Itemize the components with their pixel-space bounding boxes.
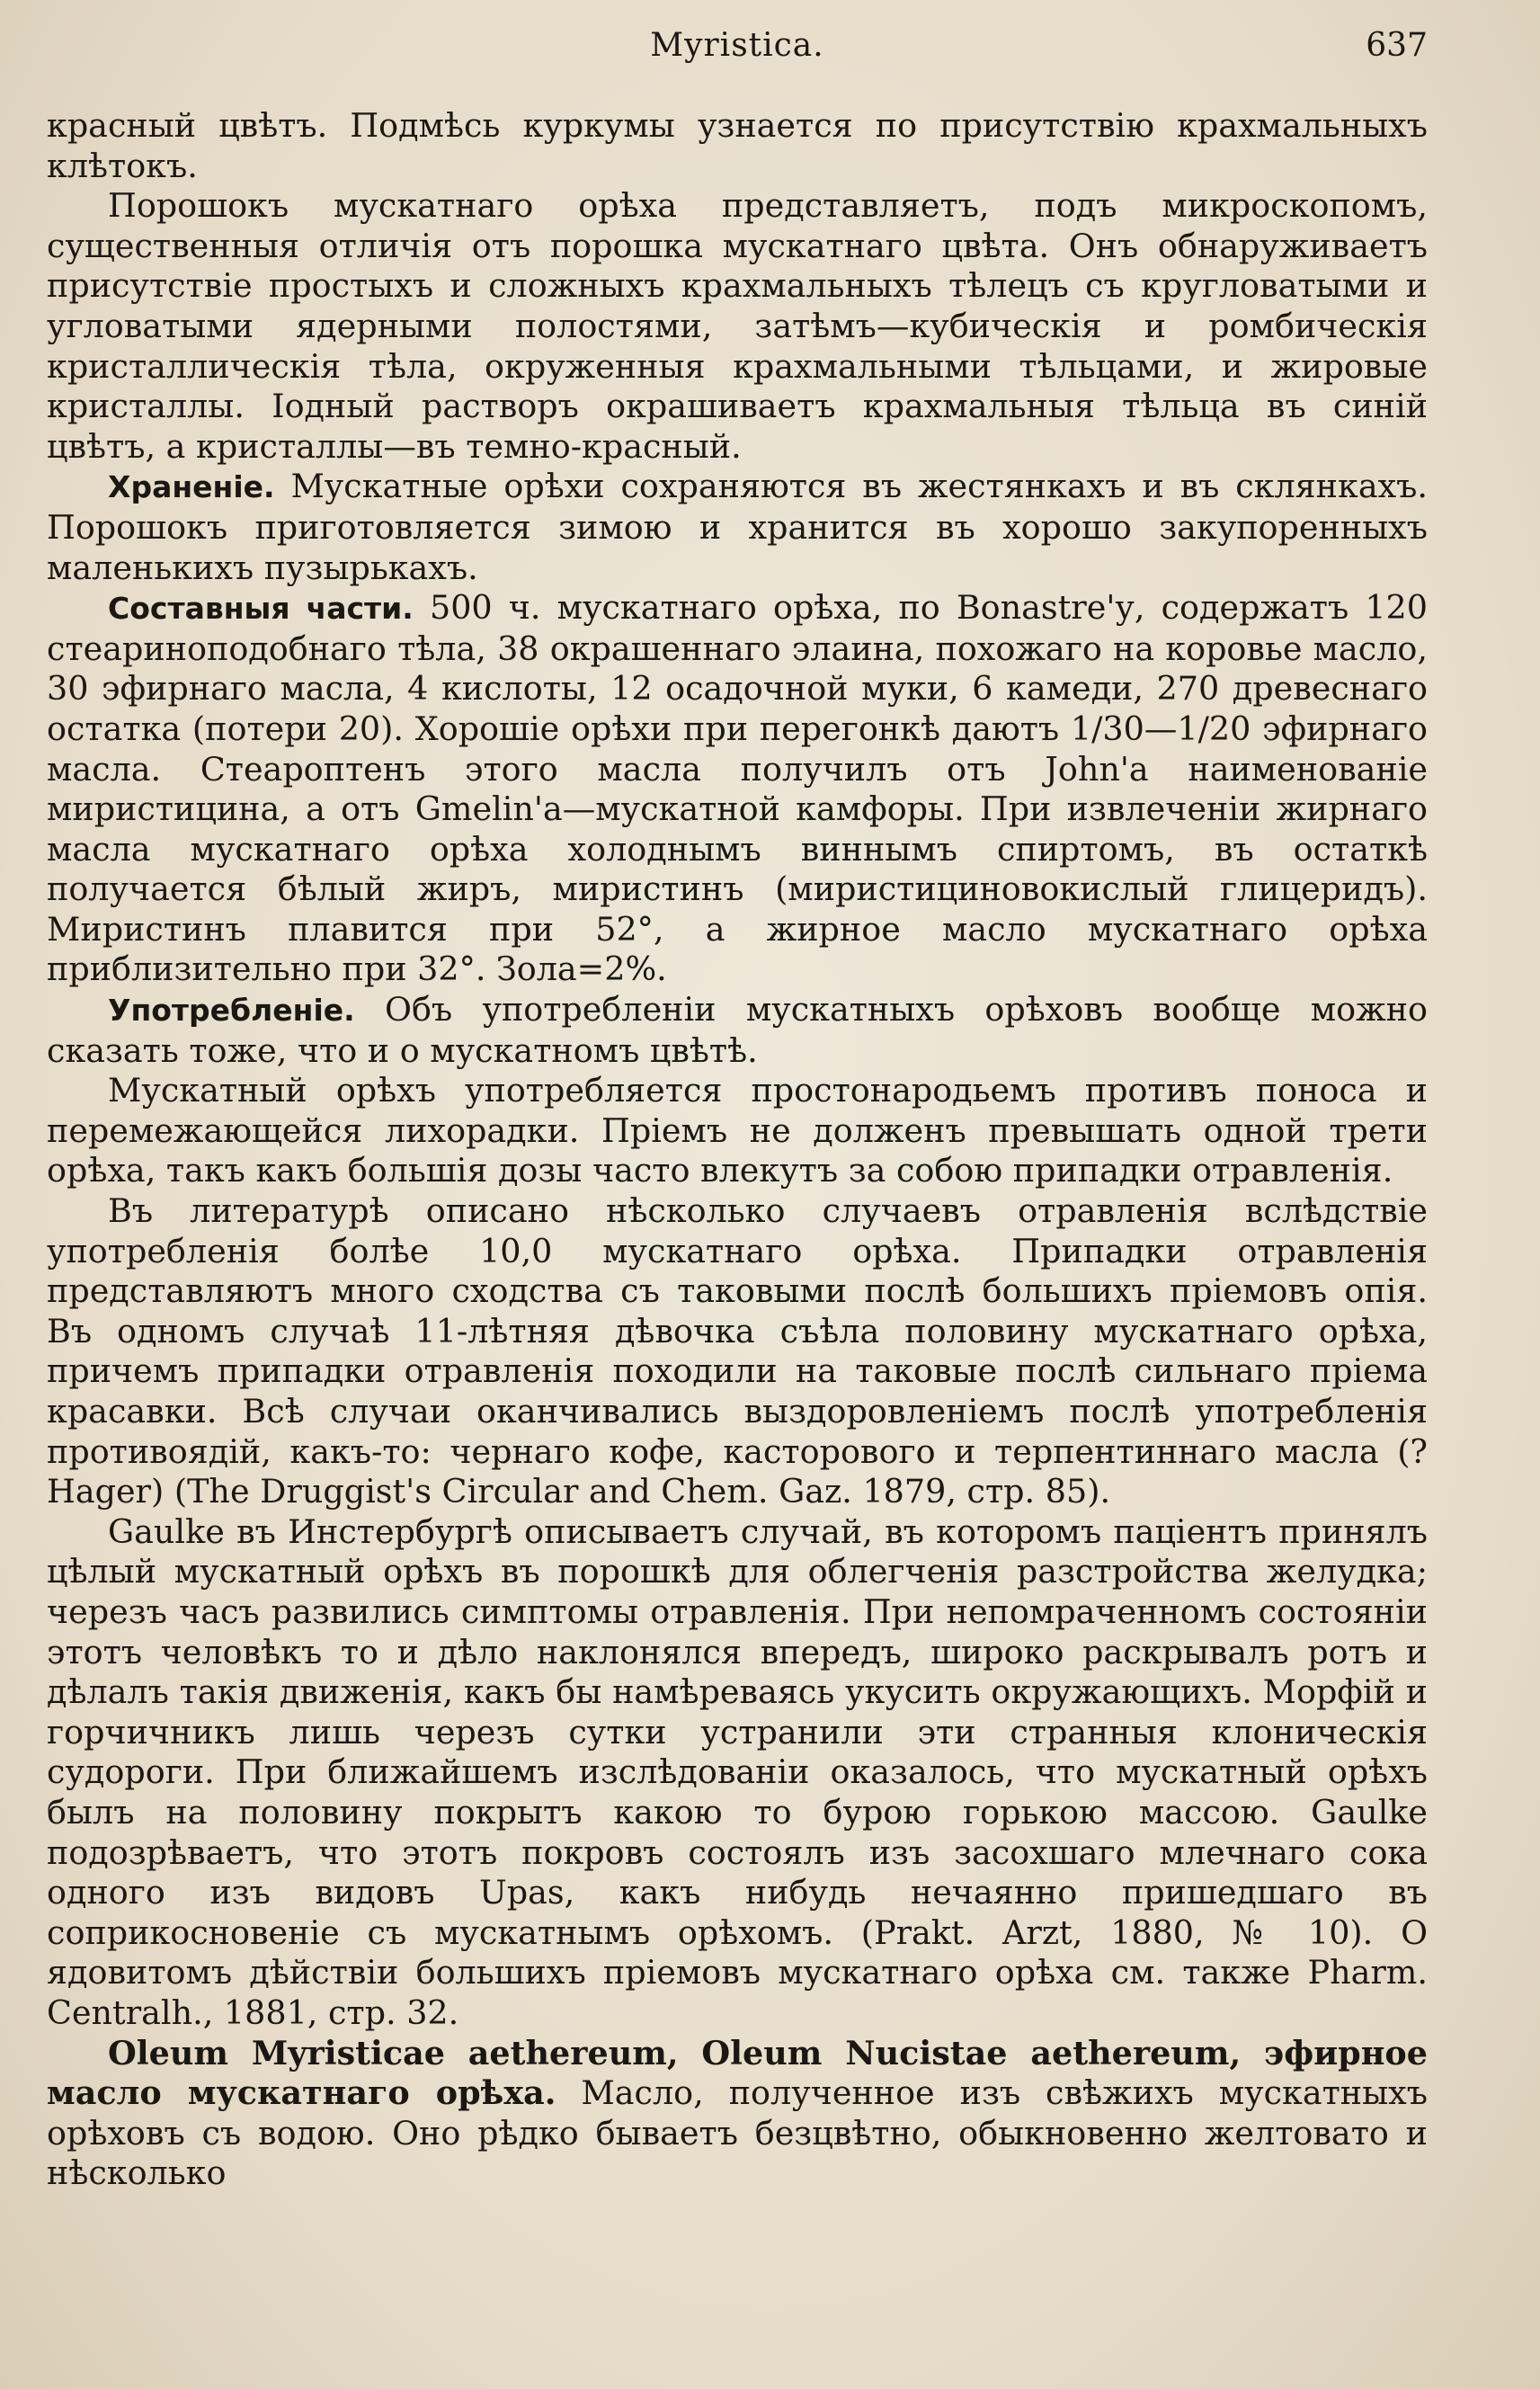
- paragraph-gaulke-case: [47, 1512, 1428, 2034]
- paragraph-continuation: [47, 106, 1428, 186]
- section-heading-usage: Употребленіе.: [108, 993, 355, 1029]
- paragraph-text: Порошокъ мускатнаго орѣха представляетъ, подъ микроскопомъ, существенныя отличія отъ порошка мускатнаго цвѣта. Онъ обнаруживаетъ присутствіе простыхъ и сложныхъ крахмальныхъ тѣлецъ съ кругловатыми и угловатыми ядерными полостями, затѣмъ—кубическія и ромбическія кристаллическія тѣла, окруженныя крахмальными тѣльцами, и жировые кристаллы. Іодный растворъ окрашиваетъ крахмальныя тѣльца въ синій цвѣтъ, а кристаллы—въ темно-красный.: [47, 186, 1428, 466]
- paragraph-poisoning-cases: [47, 1191, 1428, 1512]
- paragraph-storage: [47, 467, 1428, 588]
- paragraph-text: Масло, полученное изъ свѣжихъ мускатныхъ орѣховъ съ водою. Оно рѣдко бываетъ безцвѣтно, обыкновенно желтовато и нѣсколько: [47, 2073, 1428, 2193]
- running-header: [47, 27, 1428, 72]
- paragraph-usage: [47, 990, 1428, 1071]
- paragraph-text: красный цвѣтъ. Подмѣсь куркумы узнается по присутствію крахмальныхъ клѣтокъ.: [47, 106, 1428, 185]
- page-number: 637: [1366, 27, 1428, 64]
- paragraph-text: Мускатные орѣхи сохраняются въ жестянкахъ и въ склянкахъ. Порошокъ приготовляется зимою и хранится въ хорошо закупоренныхъ маленькихъ пузырькахъ.: [47, 467, 1428, 587]
- section-heading-essential-oil: Oleum Myristicae aethereum, Oleum Nucistae aethereum, эфирное масло мускатнаго орѣха.: [47, 2033, 1428, 2113]
- paragraph-text: Объ употребленіи мускатныхъ орѣховъ вообще можно сказать тоже, что и о мускатномъ цвѣтѣ.: [47, 990, 1429, 1070]
- paragraph-text: Gaulke въ Инстербургѣ описываетъ случай, въ которомъ паціентъ принялъ цѣлый мускатный орѣхъ въ порошкѣ для облегченія разстройства желудка; черезъ часъ развились симптомы отравленія. При непомраченномъ состояніи этотъ человѣкъ то и дѣло наклонялся впередъ, широко раскрывалъ ротъ и дѣлалъ такія движенія, какъ бы намѣреваясь укусить окружающихъ. Морфій и горчичникъ лишь черезъ сутки устранили эти странныя клоническія судороги. При ближайшемъ изслѣдованіи оказалось, что мускатный орѣхъ былъ на половину покрытъ какою то бурою горькою массою. Gaulke подозрѣваетъ, что этотъ покровъ состоялъ изъ засохшаго млечнаго сока одного изъ видовъ Upas, какъ нибудь нечаянно пришедшаго въ соприкосновеніе съ мускатнымъ орѣхомъ. (Prakt. Arzt, 1880, № 10). О ядовитомъ дѣйствіи большихъ пріемовъ мускатнаго орѣха см. также Pharm. Centralh., 1881, стр. 32.: [47, 1511, 1428, 2032]
- body-text: [47, 106, 1428, 2194]
- paragraph-text: Въ литературѣ описано нѣсколько случаевъ отравленія вслѣдствіе употребленія болѣе 10,0 мускатнаго орѣха. Припадки отравленія представляютъ много сходства съ таковыми послѣ большихъ пріемовъ опія. Въ одномъ случаѣ 11-лѣтняя дѣвочка съѣла половину мускатнаго орѣха, причемъ припадки отравленія походили на таковые послѣ сильнаго пріема красавки. Всѣ случаи оканчивались выздоровленіемъ послѣ употребленія противоядій, какъ-то: чернаго кофе, касторового и терпентиннаго масла (? Hager) (The Druggist's Circular and Chem. Gaz. 1879, стр. 85).: [47, 1191, 1428, 1511]
- running-title: Myristica.: [650, 27, 824, 64]
- section-heading-composition: Составныя части.: [108, 591, 414, 627]
- paragraph-powder-microscopy: [47, 186, 1428, 467]
- paragraph-folk-use: [47, 1071, 1428, 1191]
- section-heading-storage: Храненіе.: [108, 469, 275, 505]
- paragraph-composition: [47, 588, 1428, 990]
- paragraph-text: Мускатный орѣхъ употребляется простонародьемъ противъ поноса и перемежающейся лихорадки. Пріемъ не долженъ превышать одной трети орѣха, такъ какъ большія дозы часто влекутъ за собою припадки отравленія.: [47, 1071, 1428, 1190]
- paragraph-essential-oil: [47, 2034, 1428, 2194]
- paragraph-text: 500 ч. мускатнаго орѣха, по Bonastre'у, содержатъ 120 стеариноподобнаго тѣла, 38 окрашеннаго элаина, похожаго на коровье масло, 30 эфирнаго масла, 4 кислоты, 12 осадочной муки, 6 камеди, 270 древеснаго остатка (потери 20). Хорошіе орѣхи при перегонкѣ даютъ 1/30—1/20 эфирнаго масла. Стеароптенъ этого масла получилъ отъ John'а наименованіе миристицина, а отъ Gmelin'а—мускатной камфоры. При извлеченіи жирнаго масла мускатнаго орѣха холоднымъ виннымъ спиртомъ, въ остаткѣ получается бѣлый жиръ, миристинъ (миристициновокислый глицеридъ). Миристинъ плавится при 52°, а жирное масло мускатнаго орѣха приблизительно при 32°. Зола=2%.: [47, 588, 1428, 989]
